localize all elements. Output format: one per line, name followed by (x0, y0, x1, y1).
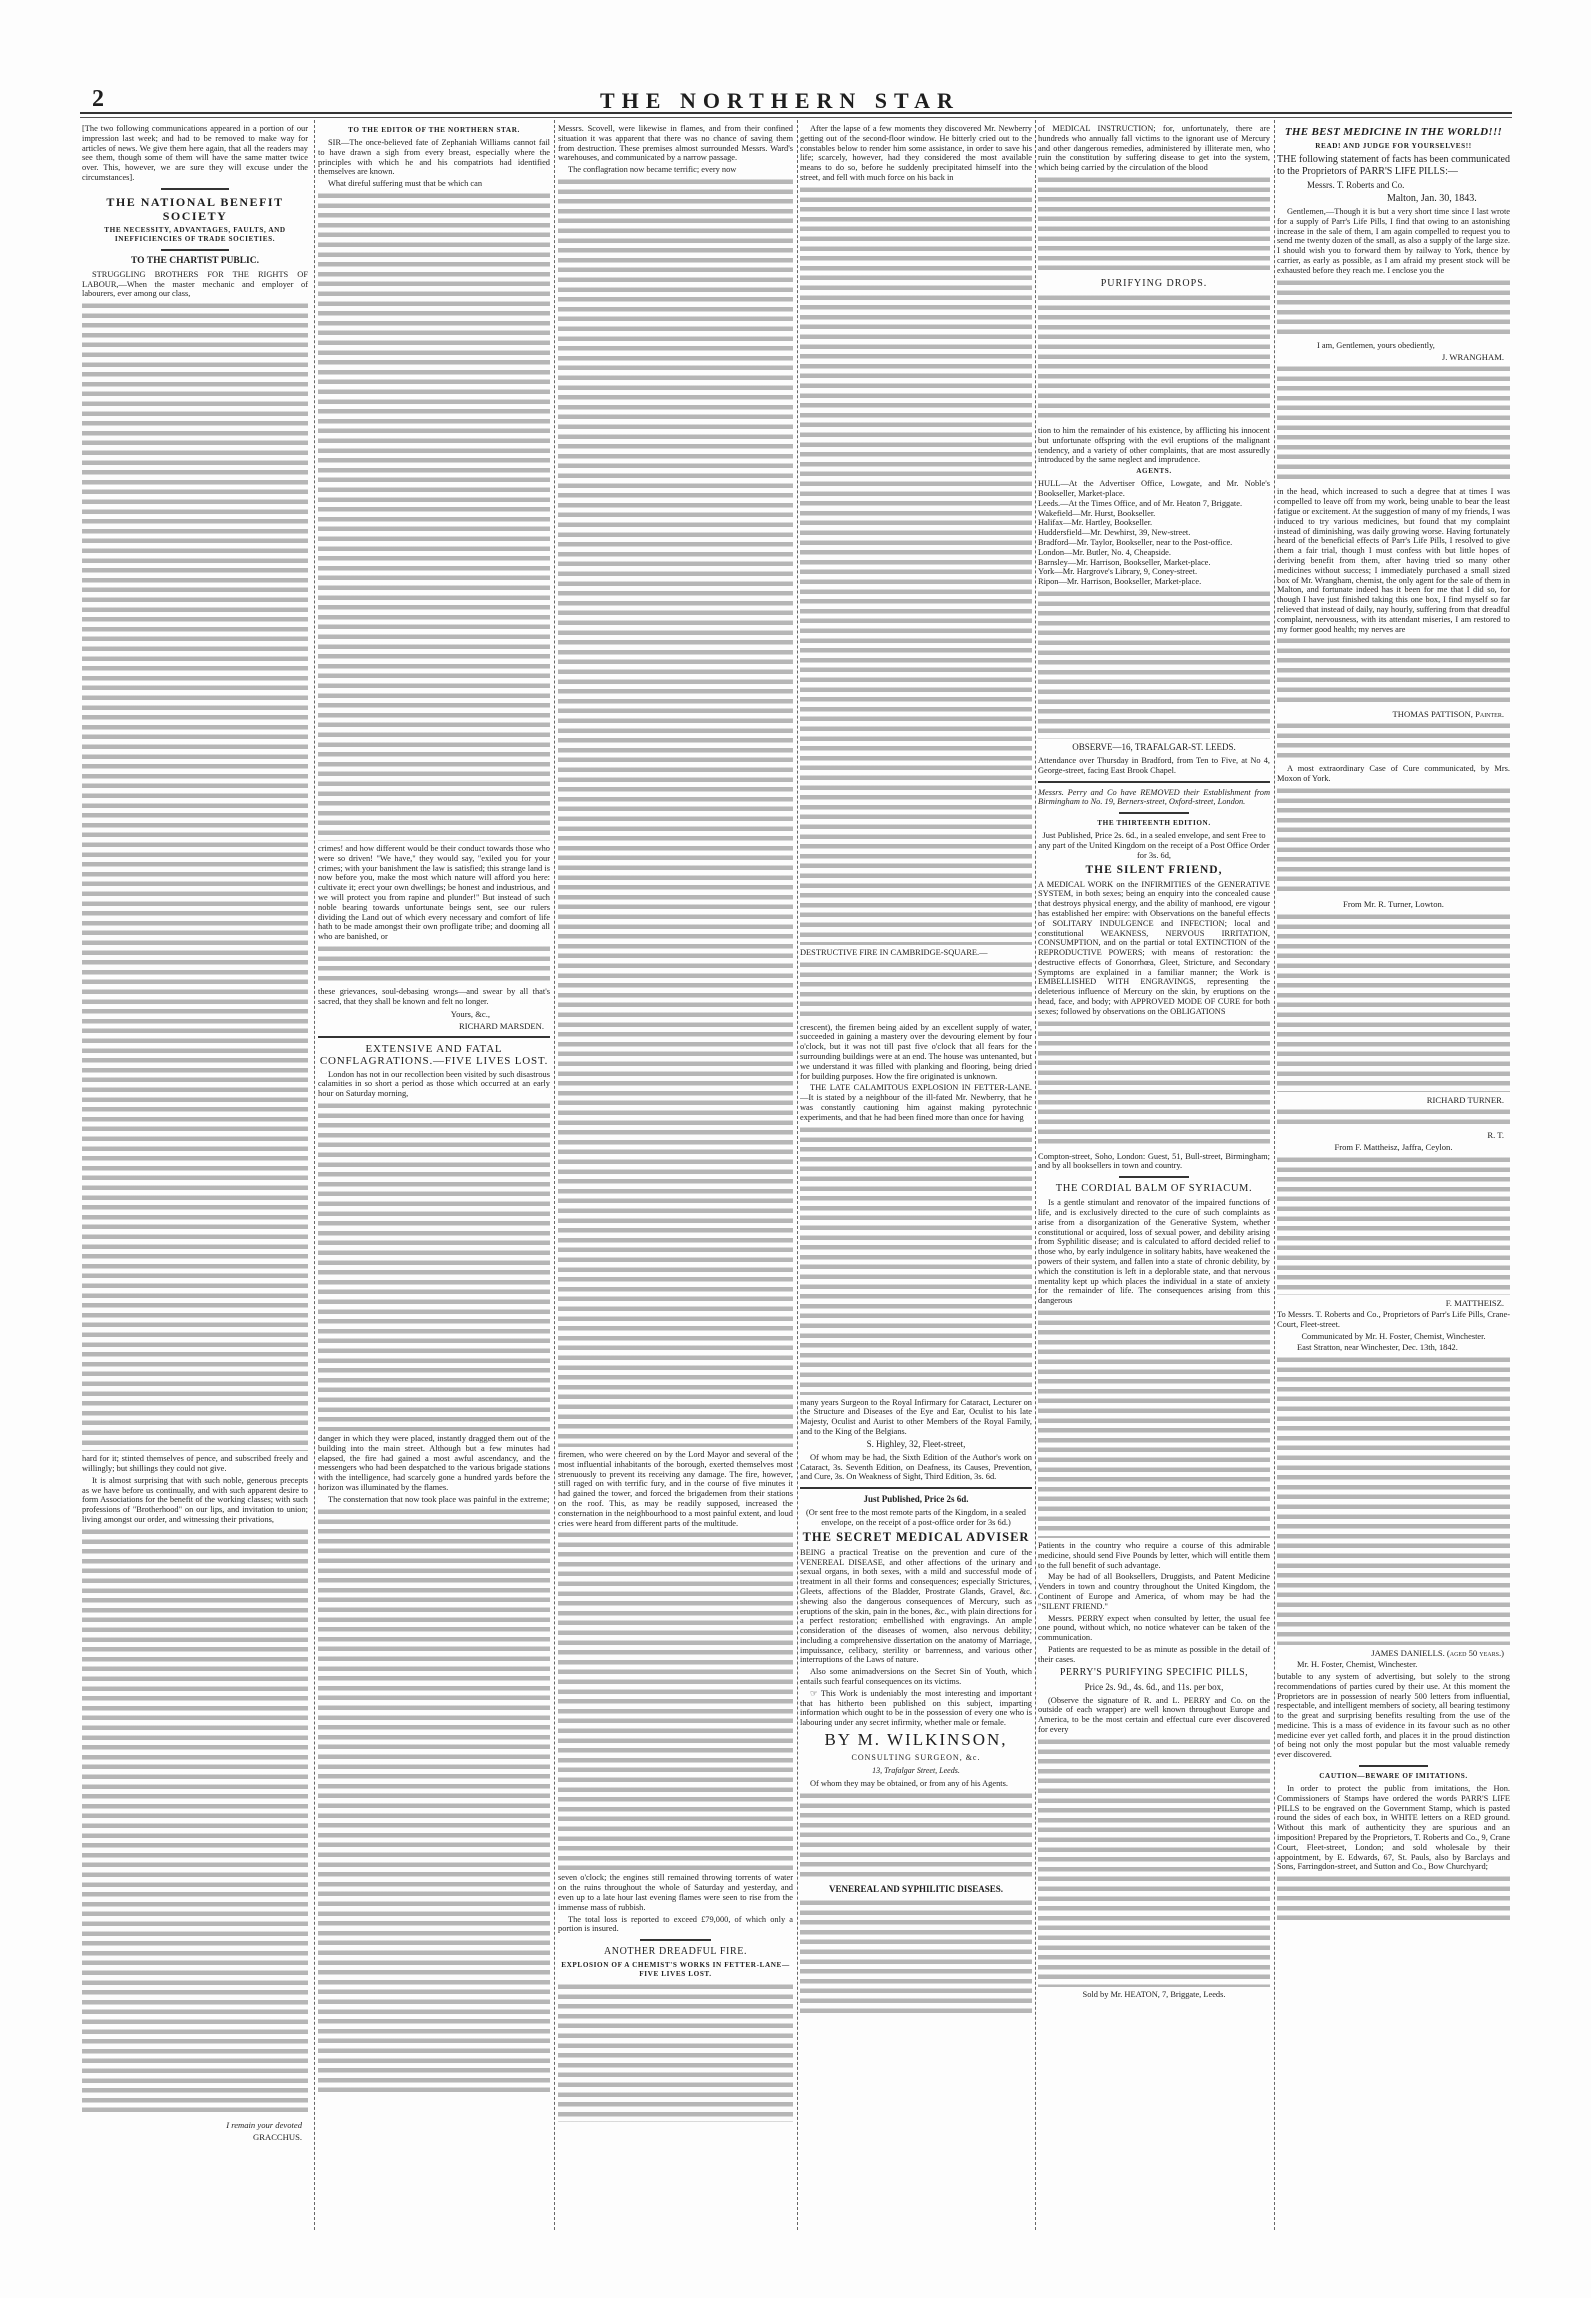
column-3 (558, 124, 793, 2125)
agent-item: Ripon—Mr. Harrison, Bookseller, Market-place. (1038, 577, 1202, 587)
advert-note: (Or sent free to the most remote parts of the Kingdom, in a sealed envelope, on the receipt of a post-office order for 3s 6d.) (805, 1508, 1026, 1527)
article-paragraph: Messrs. Scovell, were likewise in flames, and from their confined situation it was apparent that there was no chance of saving them from destruction. These premises almost surrounded Messrs. Ward's warehouses, and communicated by a narrow passage. (558, 124, 793, 163)
signature: RICHARD MARSDEN. (459, 1020, 544, 1031)
advert-text: Of whom they may be obtained, or from any of his Agents. (810, 1779, 1008, 1789)
agent-item: HULL—At the Advertiser Office, Lowgate, and Mr. Noble's Bookseller, Market-place. (1038, 479, 1270, 498)
agent-item: Bradford—Mr. Taylor, Bookseller, near to the Post-office. (1038, 537, 1233, 547)
advert-title: THE CORDIAL BALM OF SYRIACUM. (1055, 1183, 1253, 1195)
article-subtitle: EXPLOSION OF A CHEMIST'S WORKS IN FETTER-LANE—FIVE LIVES LOST. (561, 1961, 790, 1979)
advert-text: Is a gentle stimulant and renovator of the impaired functions of life, and is exclusively directed to the cure of such complaints as arise from a disorganization of the Generative System, whether constitutional or acquired, loss of sexual power, and debility arising from Syphilitic disease; and is calculated to afford decided relief to those who, by early indulgence in solitary habits, have weakened the powers of their system, and fallen into a state of chronic debility, by which the constitution is left in a deplorable state, and that nervous mentality kept up which places the individual in a state of anxiety for the remainder of life. The consequences arising from this dangerous (1038, 1198, 1270, 1306)
article-paragraph: danger in which they were placed, instantly dragged them out of the building into the main street. Although but a few minutes had elapsed, the fire had gained a most awful ascendancy, and the messengers who had been despatched to the various brigade stations with the intelligence, had scarcely gone a hundred yards before the horizon was illuminated by the flames. (318, 1433, 550, 1492)
closing: I remain your devoted (226, 2119, 302, 2130)
article-subtitle: THE NECESSITY, ADVANTAGES, FAULTS, AND INEFFICIENCIES OF TRADE SOCIETIES. (104, 225, 286, 243)
testimonial-text (1277, 721, 1510, 761)
closing: I am, Gentlemen, yours obediently, (1317, 340, 1435, 350)
testimonial-text (1277, 1355, 1510, 1645)
article-title: THE NATIONAL BENEFIT SOCIETY (106, 194, 284, 223)
column-2 (318, 124, 550, 2100)
advert-text: Of whom may be had, the Sixth Edition of the Author's work on Cataract, 3s. Seventh Edition, on Deafness, its Causes, Prevention, and Cure, 3s. On Weakness of Sight, Third Edition, 3s. 6d. (800, 1452, 1032, 1482)
agent-item: Halifax—Mr. Hartley, Bookseller. (1038, 518, 1153, 528)
testimonial-text (1277, 278, 1510, 338)
article-text (82, 301, 308, 1451)
advert-title: THE BEST MEDICINE IN THE WORLD!!! (1284, 126, 1503, 138)
agents-list-continued (1038, 589, 1270, 739)
divider (640, 1939, 711, 1941)
advert-text: Compton-street, Soho, London: Guest, 51, Bull-street, Birmingham; and by all booksellers in town and country. (1038, 1151, 1270, 1171)
advert-price: Just Published, Price 2s. 6d., in a sealed envelope, and sent Free to any part of the United Kingdom on the receipt of a Post Office Order for 3s. 6d, (1038, 831, 1270, 860)
advert-title: THE SILENT FRIEND, (1085, 863, 1223, 876)
letter-paragraph: crimes! and how different would be their conduct towards those who were so driven! "We have," they would say, "exiled you for your crimes; with your banishment the law is satisfied; this strange land is now before you, make the most which nature will afford you here: cultivate it; erect your own dwellings; be honest and industrious, and we will protect you from rapine and plunder!" But instead of such noble bearing towards unfortunate beings sent, see our rulers dividing the Land out of which every necessary and comfort of life hath to be made amongst their own profligate tribe; and dooming all who are banished, or (318, 843, 550, 942)
signature: RICHARD TURNER. (1426, 1094, 1504, 1105)
testimonial-heading: From F. Mattheisz, Jaffra, Ceylon. (1334, 1141, 1453, 1152)
article-text (800, 185, 1032, 945)
column-divider (314, 120, 315, 2230)
dateline: Malton, Jan. 30, 1843. (1387, 193, 1477, 204)
advert-text-block (1038, 1737, 1270, 1987)
advert-text: butable to any system of advertising, but solely to the strong recommendations of parties cured by their use. At this moment the Proprietors are in possession of nearly 500 letters from influential, respectable, and intelligent members of society, all bearing testimony to the great and surprising benefits resulting from the use of the medicine. This is a mass of evidence in its favour such as no other medicine ever yet called forth, and places it in the proud distinction of being not only the most popular but the most valuable remedy ever discovered. (1277, 1671, 1510, 1760)
advert-text: May be had of all Booksellers, Druggists, and Patent Medicine Venders in town and country throughout the United Kingdom, the Continent of Europe and America, of whom may be had the "SILENT FRIEND." (1038, 1572, 1270, 1611)
advert-title: PERRY'S PURIFYING SPECIFIC PILLS, (1059, 1666, 1249, 1678)
agent-item: London—Mr. Butler, No. 4, Cheapside. (1038, 547, 1171, 557)
column-4 (800, 124, 1032, 2021)
advert-text-block (1038, 175, 1270, 275)
testimonial: Gentlemen,—Though it is but a very short time since I last wrote for a supply of Parr's Life Pills, I find that owing to an astonishing increase in the sale of them, I am again compelled to request you to send me twenty dozen of the small, as also a supply of the large size. I should wish you to forward them by railway to York, thence by carrier, as early as possible, as I am afraid my present stock will be exhausted before they reach me. I enclose you the (1277, 207, 1510, 275)
article-text (318, 1101, 550, 1431)
signature: JAMES DANIELLS. (aged 50 years.) (1371, 1648, 1504, 1659)
article-paragraph: hard for it; stinted themselves of pence, and subscribed freely and willingly; but shillings they could not give. (82, 1454, 308, 1473)
letter-address: TO THE EDITOR OF THE NORTHERN STAR. (348, 126, 520, 134)
article-paragraph: —It is stated by a neighbour of the ill-fated Mr. Newberry, that he was constantly cautioning him against making pyrotechnic experiments, and that he had been fined more than once for having (800, 1093, 1032, 1122)
column-1 (82, 124, 308, 2144)
divider (1038, 781, 1270, 783)
article-paragraph: The conflagration now became terrific; every now (568, 165, 737, 175)
testimonial-text (1277, 912, 1510, 1092)
caution-text-continued (1277, 1874, 1510, 1924)
caution-title: CAUTION—BEWARE OF IMITATIONS. (1319, 1772, 1468, 1781)
advert-text: A MEDICAL WORK on the INFIRMITIES of the GENERATIVE SYSTEM, in both sexes; being an enquiry into the concealed cause that destroys physical energy, and the ability of manhood, ere vigour has established her empire: with Observations on the baneful effects of SOLITARY INDULGENCE and INFECTION; local and constitutional WEAKNESS, NERVOUS IRRITATION, CONSUMPTION, and on the partial or total EXTINCTION of the REPRODUCTIVE POWERS; with means of restoration: the destructive effects of Gonorrhœa, Gleet, Stricture, and Secondary Symptoms are explained in a familiar manner; the Work is EMBELLISHED WITH ENGRAVINGS, representing the deleterious influence of Mercury on the skin, by eruptions on the head, face, and body; with APPROVED MODE OF CURE for both sexes; followed by observations on the OBLIGATIONS (1038, 879, 1270, 1016)
divider (800, 1487, 1032, 1489)
letter-opening: SIR—The once-believed fate of Zephaniah Williams cannot fail to have drawn a sigh from every breast, especially where the principles with which he and his compatriots had identified themselves are known. (318, 138, 550, 177)
signature: J. WRANGHAM. (1441, 352, 1504, 363)
advert-text: BEING a practical Treatise on the prevention and cure of the VENEREAL DISEASE, and other affections of the urinary and sexual organs, in both sexes, with a mild and successful mode of treatment in all their forms and consequences; especially Strictures, Gleets, affections of the Bladder, Prostrate Glands, Gravel, &c. shewing also the dangerous consequences of Mercury, such as eruptions of the skin, pain in the bones, &c., with plain directions for a perfect restoration; embellished with engravings. An ample consideration of the diseases of women, also nervous debility; including a comprehensive dissertation on the anatomy of Marriage, impuissance, celibacy, sterility or barrenness, and various other interruptions of the Laws of nature. (800, 1547, 1032, 1665)
signature: THOMAS PATTISON, Painter. (1392, 709, 1504, 720)
masthead-rule (80, 112, 1512, 118)
author-name: BY M. WILKINSON, (824, 1730, 1008, 1750)
article-paragraph: firemen, who were cheered on by the Lord Mayor and several of the most influential inhabitants of the borough, exerted themselves most strenuously to prevent its receiving any damage. The fire, however, still raged on with terrific fury, and in the course of five minutes it had gained the tower, and forced the brigademen from their stations on the roof. This, as may be readily supposed, increased the consternation in the neighbourhood to a most painful extent, and loud cries were heard from different parts of the multitude. (558, 1449, 793, 1528)
column-divider (797, 120, 798, 2230)
testimonial-text (1277, 636, 1510, 706)
advert-price: Just Published, Price 2s 6d. (863, 1494, 969, 1505)
advert-text: ☞ This Work is undeniably the most interesting and important that has hitherto been published on this subject, imparting information which ought to be in the possession of every one who is labouring under any secret infirmity, whether male or female. (800, 1688, 1032, 1728)
advert-text: tion to him the remainder of his existence, by afflicting his innocent but unfortunate offspring with the evil eruptions of the malignant tendency, and a variety of other complaints, that are most assuredly introduced by the same neglect and imprudence. (1038, 425, 1270, 465)
article-title: ANOTHER DREADFUL FIRE. (603, 1946, 748, 1958)
advert-text-block (800, 1898, 1032, 2018)
column-divider (554, 120, 555, 2230)
editorial-note: [The two following communications appeared in a portion of our impression last week; and had to be removed to make way for articles of news. We give them here again, that all the readers may see them, though some of them will have the same matter twice over. This, however, we are sure they will excuse under the circumstances]. (82, 124, 308, 182)
article-paragraph: crescent), the firemen being aided by an excellent supply of water, succeeded in gaining a mastery over the devouring element by four o'clock, but it was not till past five o'clock that all fears for the surrounding buildings were at an end. The house was untenanted, but we understand it was filled with planking and flooring, being dried for building purposes. How the fire originated is unknown. (800, 1022, 1032, 1081)
article-text (82, 1527, 308, 2117)
publisher: S. Highley, 32, Fleet-street, (866, 1438, 966, 1449)
agent-item: Huddersfield—Mr. Dewhirst, 39, New-street. (1038, 528, 1191, 538)
article-paragraph: The total loss is reported to exceed £79,000, of which only a portion is insured. (558, 1914, 793, 1934)
article-address: TO THE CHARTIST PUBLIC. (131, 255, 259, 266)
author-address: 13, Trafalgar Street, Leeds. (872, 1766, 960, 1776)
testimonial-text (1277, 1107, 1510, 1127)
agents-heading: AGENTS. (1136, 467, 1172, 476)
address-heading: OBSERVE—16, TRAFALGAR-ST. LEEDS. (1072, 741, 1236, 752)
removal-notice: Messrs. Perry and Co have REMOVED their Establishment from Birmingham to No. 19, Berners-street, Oxford-street, London. (1038, 787, 1270, 807)
article-title: EXTENSIVE AND FATAL CONFLAGRATIONS.—FIVE LIVES LOST. (319, 1042, 549, 1067)
advert-text-block (800, 1791, 1032, 1881)
article-text (800, 1125, 1032, 1395)
advert-text: Patients are requested to be as minute as possible in the detail of their cases. (1038, 1645, 1270, 1664)
letter-text (318, 191, 550, 841)
article-paragraph: many years Surgeon to the Royal Infirmary for Cataract, Lecturer on the Structure and Diseases of the Eye and Ear, Oculist to his late Majesty, Oculist and Aurist to other Members of the Royal Family, and to the King of the Belgians. (800, 1397, 1032, 1436)
article-text (800, 960, 1032, 1020)
advert-text: Messrs. PERRY expect when consulted by letter, the usual fee one pound, without which, no notice whatever can be taken of the communication. (1038, 1613, 1270, 1643)
article-opening: STRUGGLING BROTHERS FOR THE RIGHTS OF LABOUR,—When the master mechanic and employer of labourers, ever among our class, (82, 269, 308, 299)
witness: Mr. H. Foster, Chemist, Winchester. (1297, 1660, 1418, 1670)
author-title: CONSULTING SURGEON, &c. (851, 1753, 981, 1763)
column-6 (1277, 124, 1510, 1927)
letter-text (318, 944, 550, 984)
signature: R. T. (1487, 1129, 1504, 1140)
seller: Sold by Mr. HEATON, 7, Briggate, Leeds. (1082, 1989, 1226, 1999)
advert-text: Patients in the country who require a course of this admirable medicine, should send Five Pounds by letter, which will entitle them to the full benefit of such advantage. (1038, 1541, 1270, 1570)
divider (318, 1036, 550, 1038)
signature: F. MATTHEISZ. (1445, 1297, 1504, 1308)
letter-yours: Yours, &c., (450, 1008, 490, 1019)
testimonial-text (1277, 364, 1510, 484)
testimonial-heading: From Mr. R. Turner, Lowton. (1343, 898, 1444, 909)
caution-text: In order to protect the public from imitations, the Hon. Commissioners of Stamps have ordered the words PARR'S LIFE PILLS to be engraved on the Government Stamp, which is pasted round the sides of each box, in WHITE letters on a RED ground. Without this mark of authenticity they are spurious and an imposition! Prepared by the Proprietors, T. Roberts and Co., 9, Crane Court, Fleet-street, London; and sold wholesale by their appointment, by E. Edwards, 67, St. Pauls, also by Barclays and Sons, Farringdon-street, and Sutton and Co., Bow Churchyard; (1277, 1784, 1510, 1872)
attendance-note: Attendance over Thursday in Bradford, from Ten to Five, at No 4, George-street, facing East Brook Chapel. (1038, 755, 1270, 775)
divider (161, 188, 229, 190)
signature: GRACCHUS. (253, 2131, 302, 2142)
advert-intro: THE following statement of facts has been communicated to the Proprietors of PARR'S LIFE PILLS:— (1277, 154, 1510, 177)
article-paragraph: After the lapse of a few moments they discovered Mr. Newberry getting out of the second-floor window. He bitterly cried out to the constables below to render him some assistance, in order to save his life; scarcely, however, had they considered the most available means to do so, before he suddenly precipitated himself into the street, and fell with much force on his back in (800, 124, 1032, 182)
article-opening: London has not in our recollection been visited by such disastrous calamities in so short a period as those which occurred at an early hour on Saturday morning, (318, 1069, 550, 1099)
column-divider (1274, 120, 1275, 2230)
testimonial-heading: Communicated by Mr. H. Foster, Chemist, Winchester. (1301, 1331, 1486, 1341)
advert-subtitle: READ! AND JUDGE FOR YOURSELVES!! (1315, 142, 1472, 150)
agent-item: York—Mr. Hargrove's Library, 9, Coney-street. (1038, 567, 1198, 577)
article-text (318, 1507, 550, 2097)
divider (161, 249, 229, 251)
letter-ending: these grievances, soul-debasing wrongs—and swear by all that's sacred, that they shall be known and felt no longer. (318, 986, 550, 1006)
advert-text: (Observe the signature of R. and L. PERRY and Co. on the outside of each wrapper) are well known throughout Europe and America, to be the most certain and effectual cure ever discovered for every (1038, 1695, 1270, 1734)
advert-price: Price 2s. 9d., 4s. 6d., and 11s. per box, (1084, 1681, 1224, 1692)
testimonial-heading: A most extraordinary Case of Cure communicated, by Mrs. Moxon of York. (1277, 764, 1510, 784)
testimonial-heading: To Messrs. T. Roberts and Co., Proprietors of Parr's Life Pills, Crane-Court, Fleet-street. (1277, 1309, 1510, 1329)
news-heading: DESTRUCTIVE FIRE IN CAMBRIDGE-SQUARE.— (800, 947, 988, 957)
testimonial-text (1277, 786, 1510, 896)
newspaper-title: THE NORTHERN STAR (600, 88, 960, 113)
advert-title: THE SECRET MEDICAL ADVISER (802, 1529, 1030, 1544)
testimonial: in the head, which increased to such a degree that at times I was compelled to leave off from my work, being unable to bear the least fatigue or excitement. At the suggestion of many of my friends, I was induced to try various medicines, but found that my complaint instead of diminishing, was daily growing worse. Having fortunately heard of the beneficial effects of Parr's Life Pills, I resolved to give them a fair trial, though I must confess with but little hopes of deriving benefit from them, after having tried so many other medicines without success; I immediately purchased a small sized box of Mr. Wrangham, chemist, the only agent for the sale of them in Malton, and fortunate indeed has it been for me that I did so, for though I have just finished taking this one box, I find myself so far relieved that instead of daily, nay hourly, suffering from that dreadful complaint, nervousness, with its attendant miseries, I am restored to my former good health; my nerves are (1277, 487, 1510, 634)
agent-item: Wakefield—Mr. Hurst, Bookseller. (1038, 508, 1156, 518)
addressee: Messrs. T. Roberts and Co. (1307, 180, 1405, 190)
page-number: 2 (92, 86, 104, 112)
column-divider (1035, 120, 1036, 2230)
advert-title: VENEREAL AND SYPHILITIC DISEASES. (828, 1883, 1004, 1894)
column-5 (1038, 124, 1270, 2003)
advert-text-block (1038, 293, 1270, 423)
advert-text-block (1038, 1019, 1270, 1149)
advert-text-block (1038, 1308, 1270, 1538)
divider (1119, 812, 1189, 814)
advert-text: of MEDICAL INSTRUCTION; for, unfortunately, there are hundreds who annually fall victims to the ignorant use of Mercury and other dangerous remedies, administered by illiterate men, who ruin the constitution by suffering disease to get into the system, which being carried by the circulation of the blood (1038, 124, 1270, 173)
divider (1119, 1176, 1189, 1178)
article-paragraph: The consternation that now took place was painful in the extreme; (328, 1494, 550, 1504)
advert-title: PURIFYING DROPS. (1100, 277, 1208, 289)
divider (1359, 1765, 1429, 1767)
dateline: East Stratton, near Winchester, Dec. 13th, 1842. (1297, 1343, 1458, 1353)
letter-paragraph: What direful suffering must that be which can (328, 179, 483, 189)
agent-item: Barnsley—Mr. Harrison, Bookseller, Market-place. (1038, 557, 1211, 567)
article-text (558, 177, 793, 1447)
testimonial-text (1277, 1155, 1510, 1295)
agents-list (1038, 479, 1270, 587)
article-text (558, 1530, 793, 1870)
edition-label: THE THIRTEENTH EDITION. (1097, 819, 1211, 828)
agent-item: Leeds.—At the Times Office, and of Mr. Heaton 7, Briggate. (1038, 498, 1243, 508)
news-heading: THE LATE CALAMITOUS EXPLOSION IN FETTER-LANE. (810, 1083, 1032, 1093)
article-paragraph: seven o'clock; the engines still remained throwing torrents of water on the ruins throughout the whole of Saturday and yesterday, and even up to a late hour last evening flames were seen to rise from the immense mass of rubbish. (558, 1873, 793, 1912)
article-text (558, 1982, 793, 2122)
article-paragraph: It is almost surprising that with such noble, generous precepts as we have before us continually, and with such apparent desire to form Associations for the benefit of the working classes; with such professions of "Brotherhood" on our lips, and invitation to union; living amongst our order, and witnessing their privations, (82, 1475, 308, 1524)
advert-text: Also some animadversions on the Secret Sin of Youth, which entails such fearful consequences on its victims. (800, 1667, 1032, 1687)
